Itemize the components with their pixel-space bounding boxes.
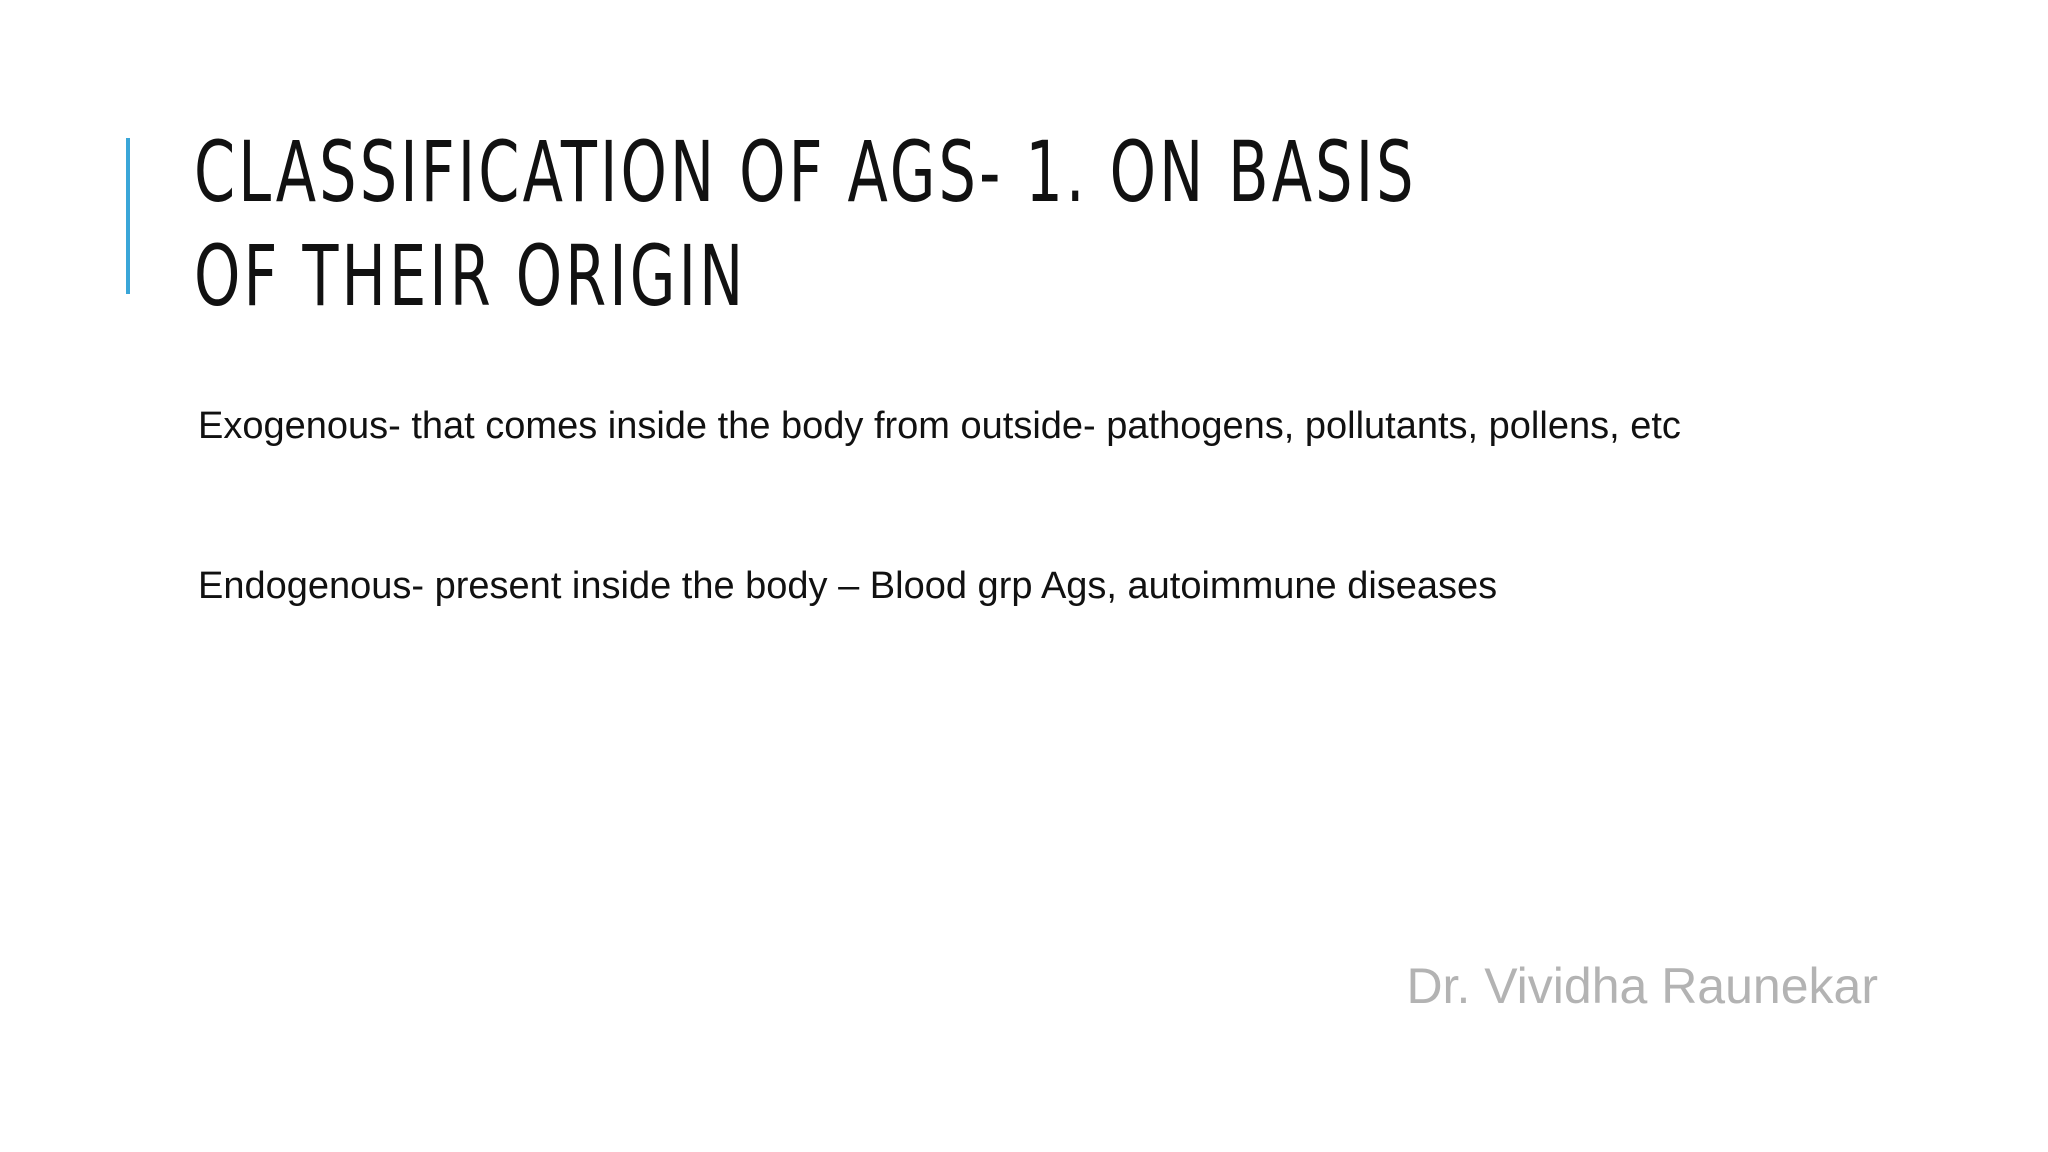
slide-body [198,402,1818,610]
paragraph-exogenous: Exogenous- that comes inside the body from outside- pathogens, pollutants, pollens, etc [198,405,1681,447]
author-credit: Dr. Vividha Raunekar [1406,958,1878,1014]
slide-title: CLASSIFICATION OF AGS- 1. ON BASIS OF THEIR ORIGIN [194,123,1417,325]
paragraph-endogenous: Endogenous- present inside the body – Blood grp Ags, autoimmune diseases [198,565,1498,607]
title-accent-bar [126,138,130,294]
